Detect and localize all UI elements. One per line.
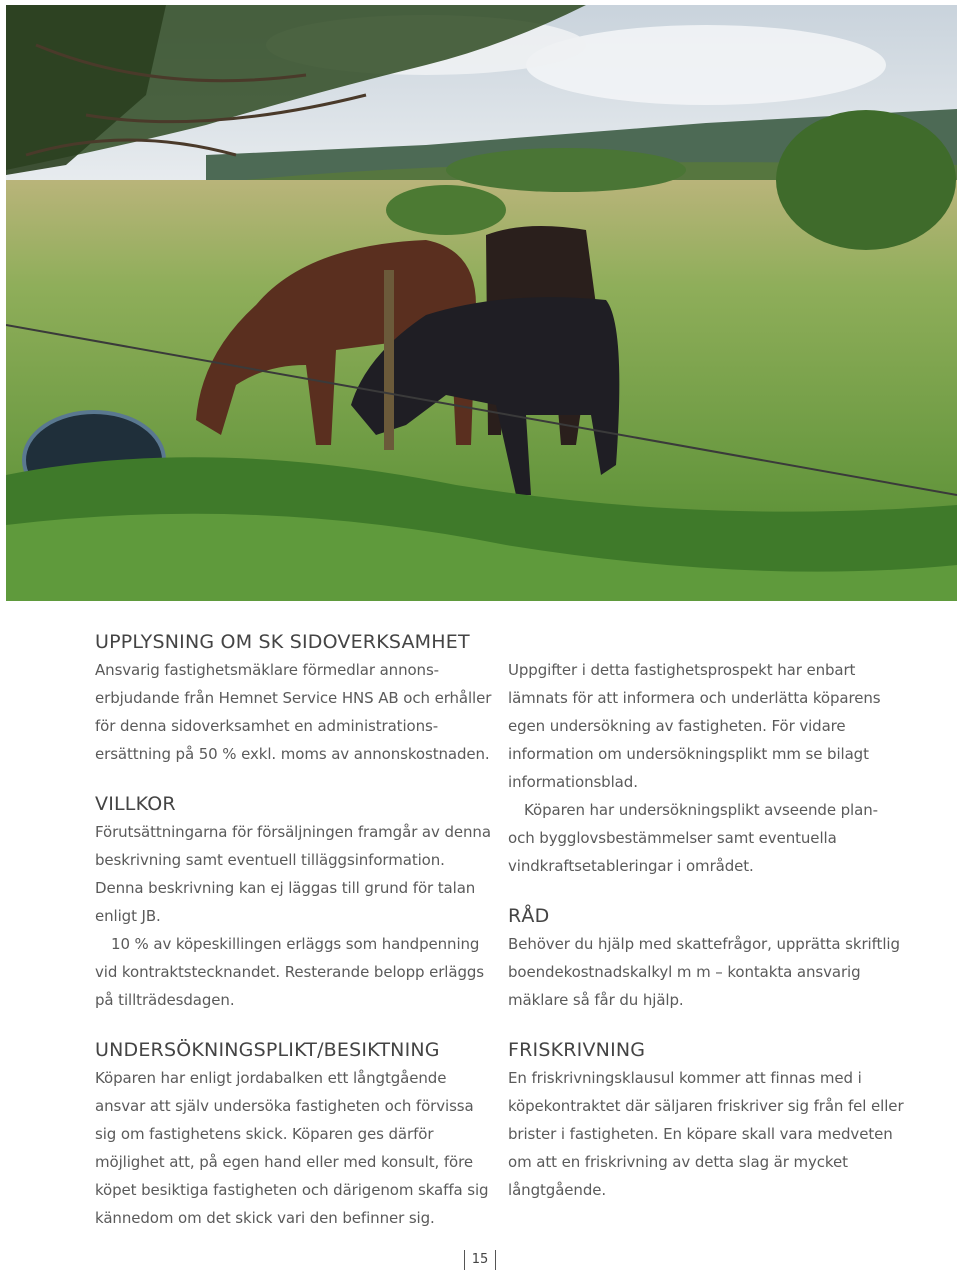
horses-pasture-photo-icon <box>6 5 957 601</box>
text-villkor-2: 10 % av köpeskillingen erläggs som handpenning vid kontraktstecknandet. Resterande belopp erläggs på tillträdesdagen. <box>95 935 485 1009</box>
left-column <box>95 628 495 1232</box>
text-prospekt-2: Köparen har undersökningsplikt avseende plan- och bygglovsbestämmelser samt eventuella vindkraftsetableringar i området. <box>508 801 878 875</box>
heading-undersokningsplikt: UNDERSÖKNINGSPLIKT/BESIKTNING <box>95 1039 440 1061</box>
section-villkor <box>95 790 495 1014</box>
text-prospekt-1: Uppgifter i detta fastighetsprospekt har enbart lämnats för att informera och underlätta köparens egen undersökning av fastigheten. För vidare information om undersökningsplikt mm se bilagt informationsblad. <box>508 661 881 791</box>
section-prospekt-info <box>508 656 908 880</box>
hero-photo <box>6 5 957 601</box>
section-rad <box>508 902 908 1014</box>
heading-villkor: VILLKOR <box>95 793 176 815</box>
text-villkor-1: Förutsättningarna för försäljningen framgår av denna beskrivning samt eventuell tilläggsinformation. Denna beskrivning kan ej läggas till grund för talan enligt JB. <box>95 823 491 925</box>
text-rad: Behöver du hjälp med skattefrågor, upprätta skriftlig boendekostnadskalkyl m m – kontakta ansvarig mäklare så får du hjälp. <box>508 935 900 1009</box>
right-column <box>508 656 908 1204</box>
page-number: 15 <box>464 1250 496 1270</box>
text-friskrivning: En friskrivningsklausul kommer att finnas med i köpekontraktet där säljaren friskriver sig från fel eller brister i fastigheten. En köpare skall vara medveten om att en friskrivning av detta slag är mycket långtgående. <box>508 1069 904 1199</box>
heading-friskrivning: FRISKRIVNING <box>508 1039 646 1061</box>
section-sidoverksamhet <box>95 628 495 768</box>
section-friskrivning <box>508 1036 908 1204</box>
text-undersokningsplikt: Köparen har enligt jordabalken ett långtgående ansvar att själv undersöka fastigheten och förvissa sig om fastighetens skick. Köparen ges därför möjlighet att, på egen hand eller med konsult, före köpet besiktiga fastigheten och därigenom skaffa sig kännedom om det skick vari den befinner sig. <box>95 1069 489 1227</box>
heading-sidoverksamhet: UPPLYSNING OM SK SIDOVERKSAMHET <box>95 631 470 653</box>
text-sidoverksamhet: Ansvarig fastighetsmäklare förmedlar annons-erbjudande från Hemnet Service HNS AB och erhåller för denna sidoverksamhet en administrations-ersättning på 50 % exkl. moms av annonskostnaden. <box>95 661 492 763</box>
section-undersokningsplikt <box>95 1036 495 1232</box>
heading-rad: RÅD <box>508 905 550 927</box>
